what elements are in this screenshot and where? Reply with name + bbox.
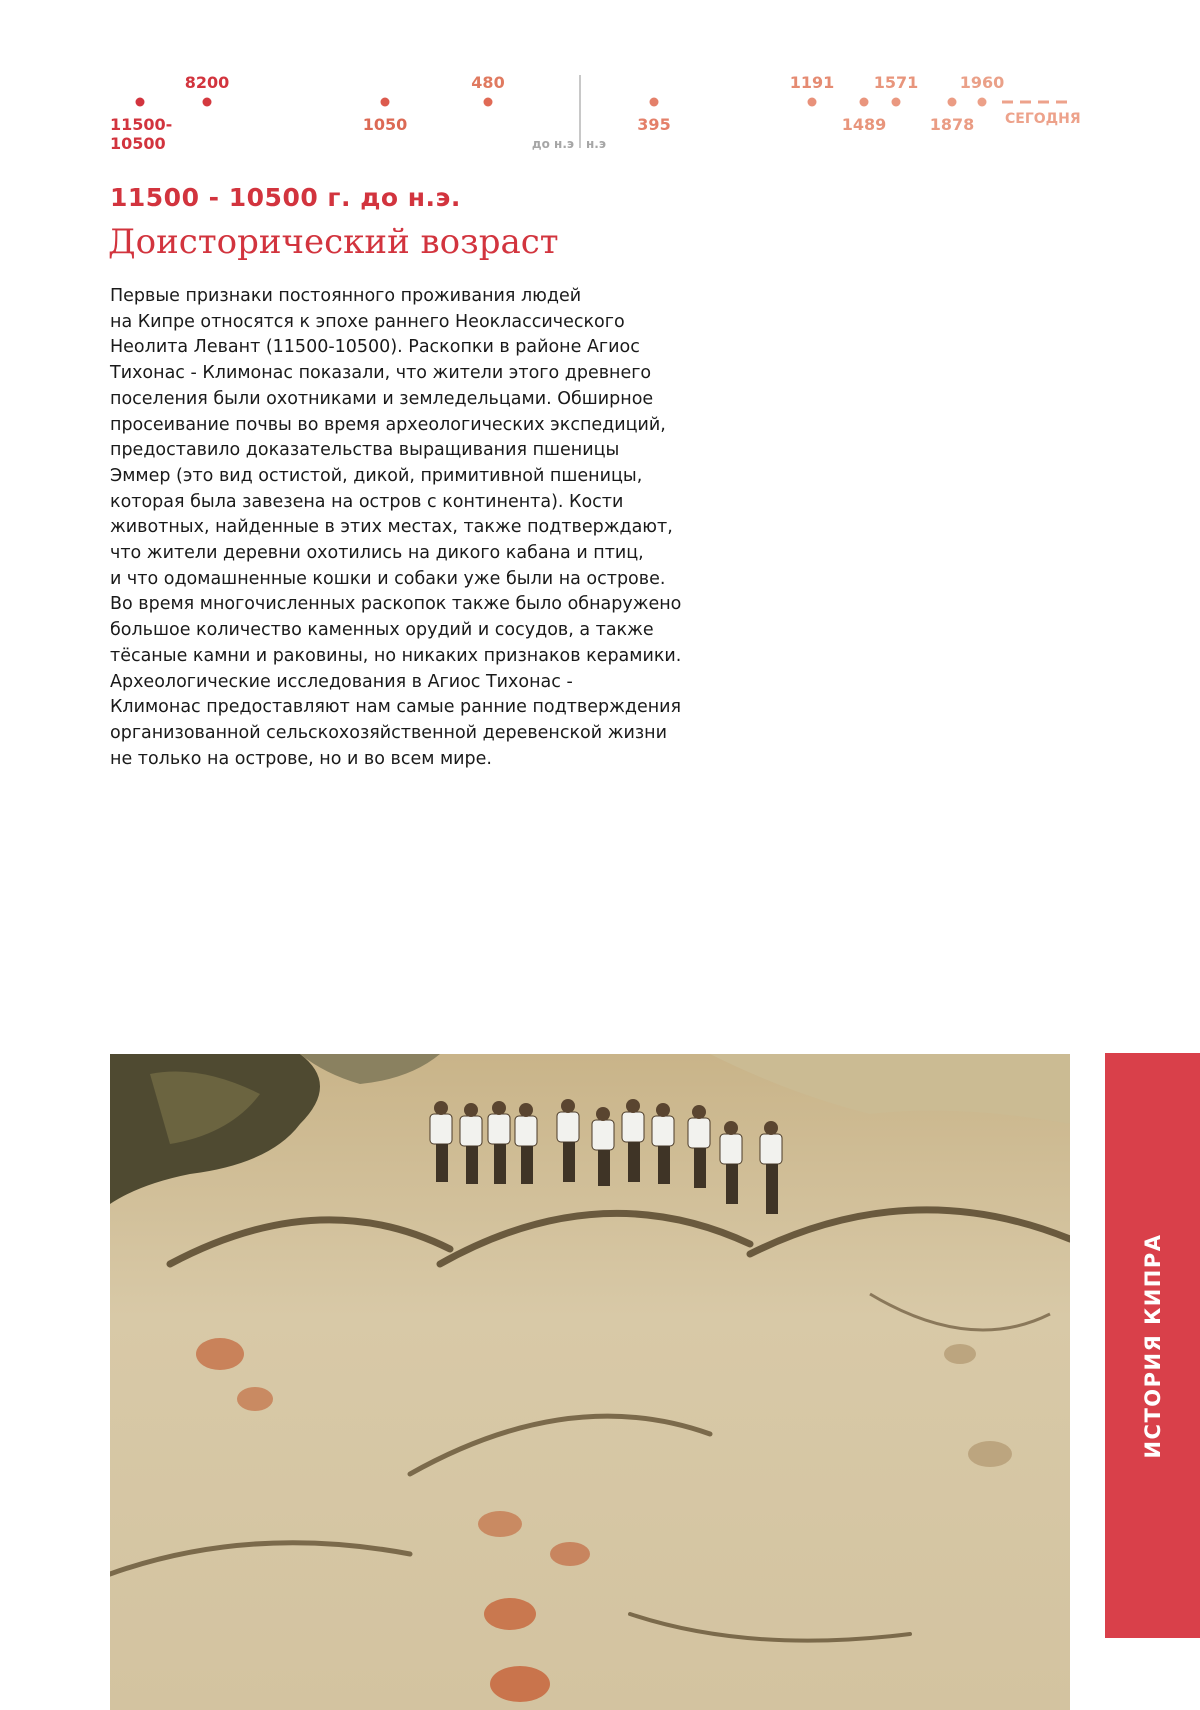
timeline-year-label: 395 — [637, 115, 671, 134]
body-text — [110, 284, 710, 772]
timeline-dot — [948, 98, 957, 107]
timeline-year-label: 11500- — [110, 115, 173, 134]
timeline-dot — [860, 98, 869, 107]
history-timeline — [0, 0, 1200, 170]
timeline-year-label: 1191 — [789, 73, 835, 92]
body-line: которая была завезена на остров с континента). Кости — [110, 491, 624, 512]
body-line: животных, найденные в этих местах, также подтверждают, — [110, 517, 673, 538]
body-line: не только на острове, но и во всем мире. — [110, 748, 492, 769]
timeline-year-label: 1489 — [841, 115, 887, 134]
excavation-aerial-photo — [110, 1054, 1070, 1710]
timeline-year-label: 1050 — [362, 115, 408, 134]
timeline-dot — [381, 98, 390, 107]
body-line: Неолита Левант (11500-10500). Раскопки в районе Агиос — [110, 337, 640, 358]
timeline-today-label: СЕГОДНЯ — [1005, 111, 1081, 127]
timeline-dot — [650, 98, 659, 107]
timeline-year-label: 480 — [471, 73, 505, 92]
body-line: и что одомашненные кошки и собаки уже были на острове. — [110, 568, 666, 589]
body-line: организованной сельскохозяйственной деревенской жизни — [110, 722, 667, 743]
timeline-year-label: 1878 — [929, 115, 975, 134]
timeline-dot — [892, 98, 901, 107]
body-line: на Кипре относятся к эпохе раннего Неоклассического — [110, 311, 625, 332]
body-line: Археологические исследования в Агиос Тихонас - — [110, 671, 573, 692]
body-line: что жители деревни охотились на дикого кабана и птиц, — [110, 543, 644, 564]
body-line: тёсаные камни и раковины, но никаких признаков керамики. — [110, 645, 682, 666]
body-line: Эммер (это вид остистой, дикой, примитивной пшеницы, — [110, 465, 643, 486]
era-bc-label: до н.э — [531, 137, 574, 151]
body-line: Тихонас - Климонас показали, что жители этого древнего — [110, 363, 652, 384]
timeline-dot — [978, 98, 987, 107]
timeline-year-label: 1571 — [873, 73, 919, 92]
body-line: Во время многочисленных раскопок также было обнаружено — [110, 594, 682, 615]
body-line: Климонас предоставляют нам самые ранние подтверждения — [110, 697, 682, 718]
timeline-dot — [484, 98, 493, 107]
timeline-dot — [136, 98, 145, 107]
era-ad-label: н.э — [586, 137, 606, 151]
side-tab — [1105, 1053, 1200, 1638]
body-line: Первые признаки постоянного проживания людей — [110, 286, 582, 306]
section-title: Доисторический возраст — [108, 222, 559, 262]
body-line: большое количество каменных орудий и сосудов, а также — [110, 620, 654, 641]
body-line: предоставило доказательства выращивания пшеницы — [110, 440, 620, 461]
period-heading: 11500 - 10500 г. до н.э. — [110, 183, 461, 212]
timeline-dot — [808, 98, 817, 107]
body-line: просеивание почвы во время археологических экспедиций, — [110, 414, 666, 435]
side-tab-label: ИСТОРИЯ КИПРА — [1140, 1232, 1165, 1459]
timeline-dot — [203, 98, 212, 107]
timeline-year-label: 1960 — [959, 73, 1005, 92]
timeline-year-label: 8200 — [184, 73, 230, 92]
body-line: поселения были охотниками и земледельцами. Обширное — [110, 388, 654, 409]
timeline-year-label: 10500 — [110, 134, 166, 153]
